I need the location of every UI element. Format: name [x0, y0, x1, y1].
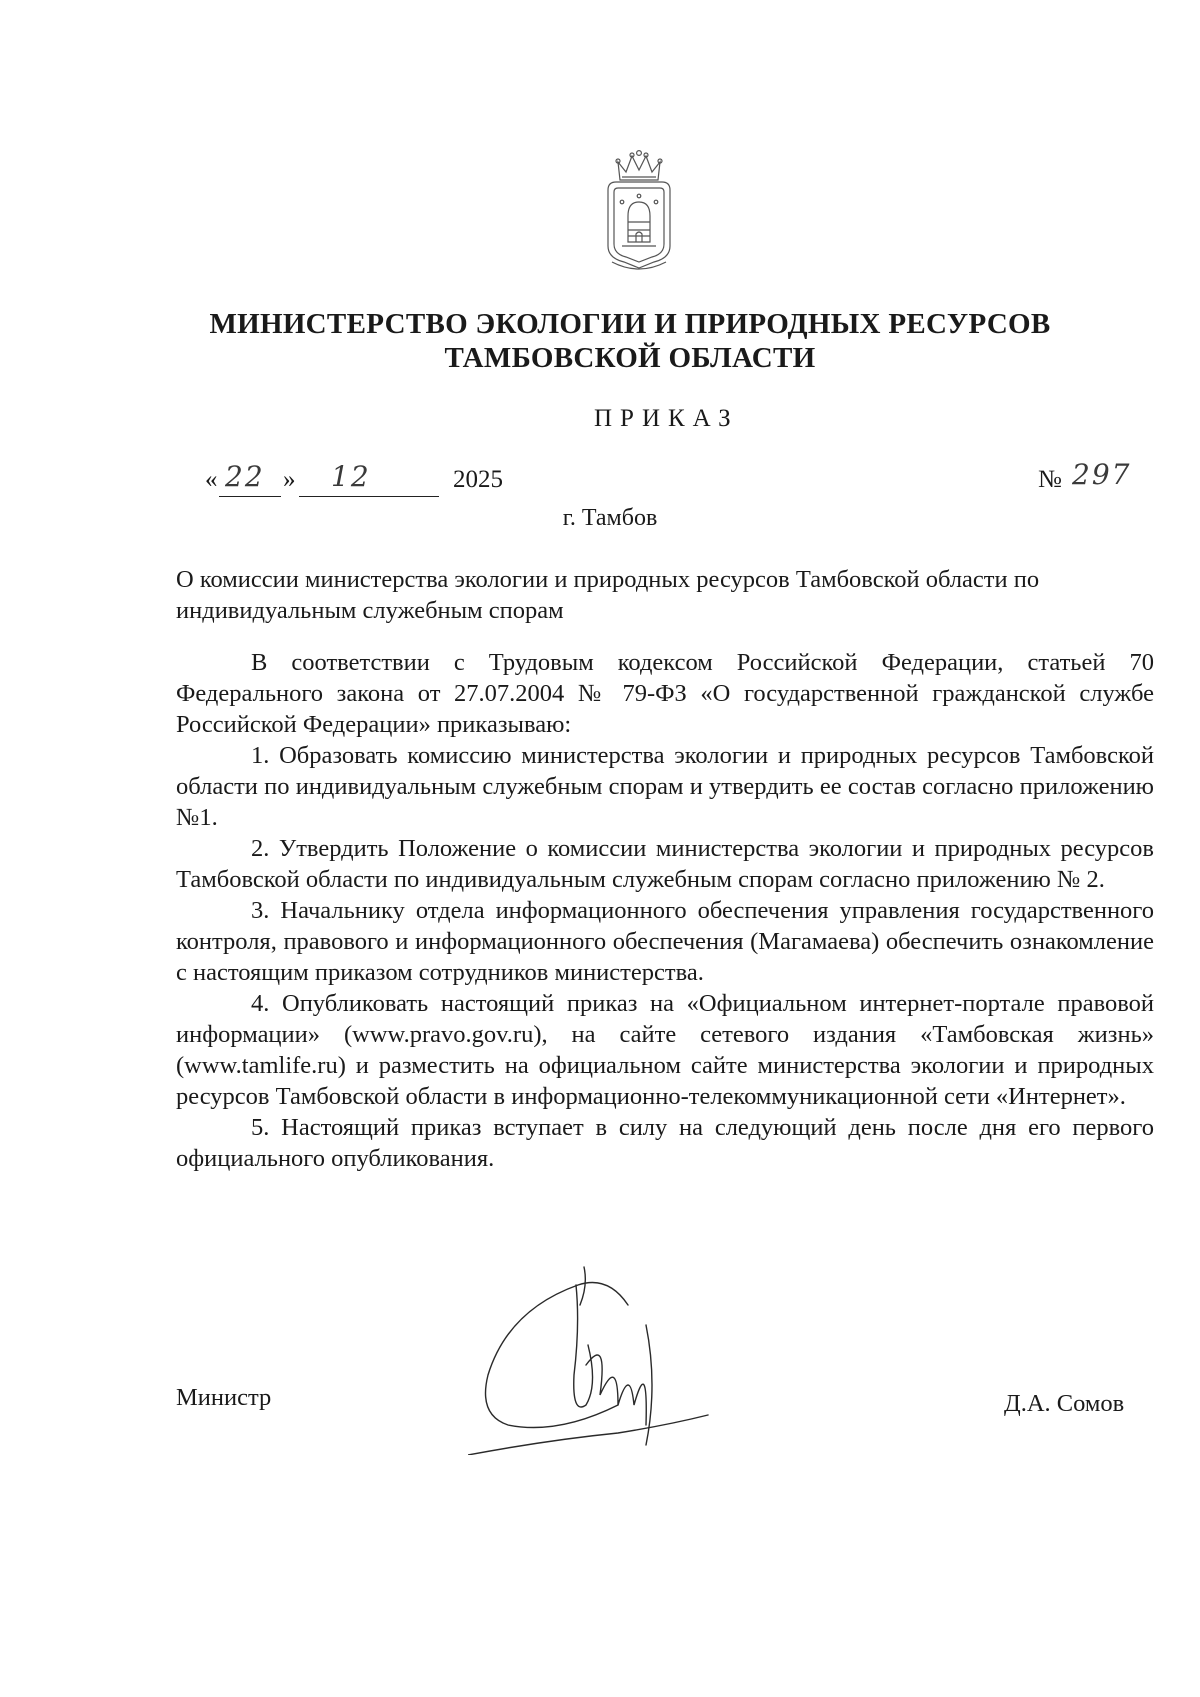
- document-type: ПРИКАЗ: [594, 405, 739, 432]
- document-body: [176, 647, 1154, 1174]
- order-item-5: 5. Настоящий приказ вступает в силу на следующий день после дня его первого официального опубликования.: [176, 1114, 1154, 1172]
- order-item-2: 2. Утвердить Положение о комиссии министерства экологии и природных ресурсов Тамбовской области по индивидуальным служебным спорам согласно приложению № 2.: [176, 835, 1154, 893]
- number-prefix: №: [1038, 466, 1062, 493]
- organization-name-line1: МИНИСТЕРСТВО ЭКОЛОГИИ И ПРИРОДНЫХ РЕСУРСОВ: [209, 308, 1051, 340]
- city: г. Тамбов: [562, 505, 658, 531]
- order-item-3: 3. Начальнику отдела информационного обеспечения управления государственного контроля, правового и информационного обеспечения (Магамаева) обеспечить ознакомление с настоящим приказом сотрудников министерства.: [176, 897, 1154, 986]
- tambov-coat-of-arms-icon: [598, 150, 680, 274]
- date-month: 12: [331, 460, 371, 493]
- order-number: [1038, 458, 1148, 502]
- preamble: В соответствии с Трудовым кодексом Российской Федерации, статьей 70 Федерального закона от 27.07.2004 № 79-ФЗ «О государственной гражданской службе Российской Федерации» приказываю:: [176, 649, 1154, 738]
- order-item-4: 4. Опубликовать настоящий приказ на «Официальном интернет-портале правовой информации» (www.pravo.gov.ru), на сайте сетевого издания «Тамбовская жизнь» (www.tamlife.ru) и разместить на официальном сайте министерства экологии и природных ресурсов Тамбовской области в информационно-телекоммуникационной сети «Интернет».: [176, 990, 1154, 1110]
- document-subject: О комиссии министерства экологии и природных ресурсов Тамбовской области по индивидуальным служебным спорам: [176, 566, 1040, 624]
- organization-name-line2: ТАМБОВСКОЙ ОБЛАСТИ: [444, 342, 816, 374]
- date-day: 22: [225, 460, 265, 493]
- handwritten-signature-icon: [468, 1265, 728, 1455]
- signatory-title: Министр: [176, 1384, 272, 1411]
- date-line: [205, 460, 545, 502]
- signatory-name: Д.А. Сомов: [1004, 1390, 1125, 1417]
- date-close-quote: »: [283, 466, 296, 493]
- date-open-quote: «: [205, 466, 218, 493]
- order-item-1: 1. Образовать комиссию министерства экологии и природных ресурсов Тамбовской области по индивидуальным служебным спорам и утвердить ее состав согласно приложению №1.: [176, 742, 1154, 831]
- date-year: 2025: [453, 466, 503, 493]
- number-value: 297: [1072, 458, 1132, 491]
